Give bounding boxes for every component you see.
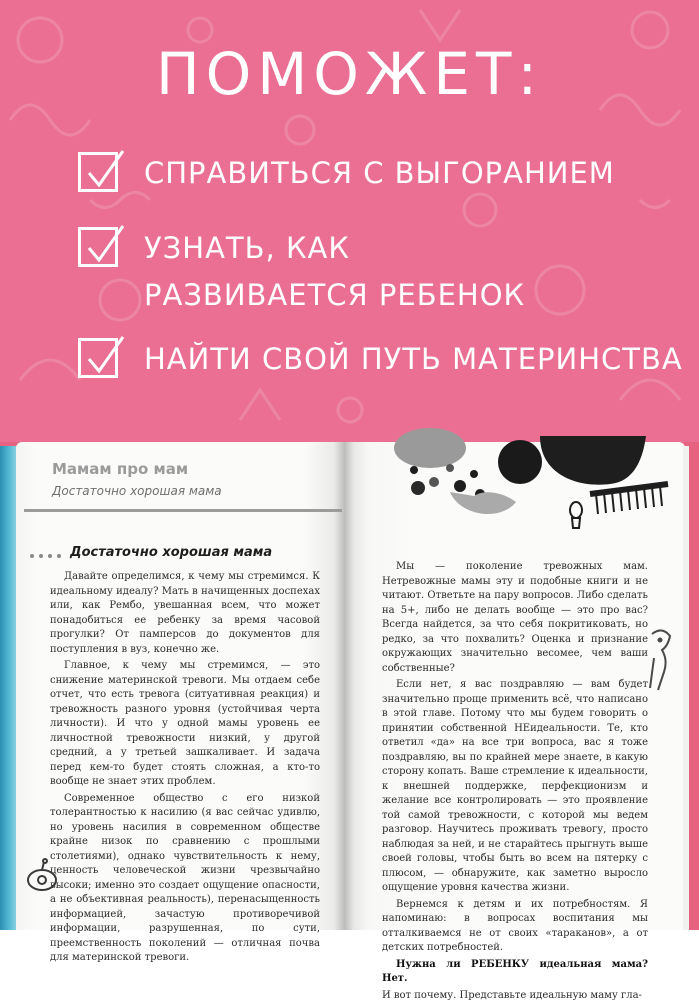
dog-doodle-icon xyxy=(646,628,676,694)
book-gutter xyxy=(334,442,354,930)
right-page-text xyxy=(382,560,648,1005)
paragraph: И вот почему. Представьте идеальную маму гла- xyxy=(382,989,642,1001)
paragraph: Главное, к чему мы стремимся, — это снижение материнской тревоги. Мы отдаем себе отчет, что есть тревога (ситуативная реакция) и тревожность разного уровня (устойчивая черта личности). И что у одной мамы уровень ее личностной тревожности низкий, у другой средний, а у третьей зашкаливает. И задача перед кем-то будет стоять сложная, а кто-то вообще не знает этих проблем. xyxy=(50,660,320,787)
pacifier-icon xyxy=(22,858,62,898)
bullet-dots-icon xyxy=(30,554,61,558)
checkbox-check-icon xyxy=(78,152,118,192)
checkbox-check-icon xyxy=(78,227,118,267)
paragraph: Современное общество с его низкой толерантностью к насилию (я вас сейчас удивлю, но уровень насилия в современном обществе крайне низок по сравнению с прошлыми столетиями), однако чувствительность к нему, ценность человеческой жизни чрезвычайно высоки; именно это создает ощущение опасности, а не объективная реальность), перенасыщенность информацией, зачастую противоречивой информации, разрушенная, по сути, преемственность поколений — отличная почва для материнской тревоги. xyxy=(50,792,320,963)
benefit-item xyxy=(78,336,684,383)
promo-banner xyxy=(0,0,699,442)
left-page-text xyxy=(50,570,320,968)
header-divider xyxy=(24,509,342,512)
chapter-title: Мамам про мам xyxy=(52,460,189,478)
section-title: Достаточно хорошая мама xyxy=(70,545,273,560)
benefit-label: СПРАВИТЬСЯ С ВЫГОРАНИЕМ xyxy=(144,156,615,190)
paragraph: Вернемся к детям и их потребностям. Я напоминаю: в вопросах воспитания мы отталкиваемся не от своих «тараканов», а от детских потребностей. xyxy=(382,898,648,953)
paragraph: Мы — поколение тревожных мам. Нетревожные мамы эту и подобные книги и не читают. Ответьте на пару вопросов. Либо сделать на 5+, либо не делать вообще — это про вас? Всегда найдется, за что себя покритиковать, но редко, за что похвалить? Оценка и признание окружающих значительно весомее, чем ваши собственные? xyxy=(382,561,648,674)
chapter-subtitle: Достаточно хорошая мама xyxy=(52,484,222,498)
abstract-decoration-icon xyxy=(390,436,680,536)
paragraph: Давайте определимся, к чему мы стремимся. К идеальному идеалу? Мать в начищенных доспехах или, как Рембо, увешанная всем, что может понадобиться ее ребенку за время часовой прогулки? От памперсов до документов для поступления в вуз, конечно же. xyxy=(50,571,320,655)
headline: ПОМОЖЕТ: xyxy=(155,40,544,108)
benefit-label: НАЙТИ СВОЙ ПУТЬ МАТЕРИНСТВА xyxy=(144,342,683,376)
benefit-item xyxy=(78,150,684,197)
bold-question: Нужна ли РЕБЕНКУ идеальная мама? Нет. xyxy=(382,958,648,984)
benefit-label: УЗНАТЬ, КАК РАЗВИВАЕТСЯ РЕБЕНОК xyxy=(144,231,526,312)
paragraph: Если нет, я вас поздравляю — вам будет значительно проще применить всё, что написано в этой главе. Потому что мы будем говорить о принятии собственной НЕидеальности. Те, кто ответил «да» на все три вопроса, вас я тоже поздравляю, вы по крайней мере знаете, в какую сторону копать. Ваше стремление к идеальности, к внешней поддержке, перфекционизм и желание все контролировать — это проявление той самой тревожности, с которой мы ведем разговор. Научитесь проживать тревогу, просто наблюдая за ней, и не старайтесь прыгнуть выше своей головы, чтобы быть во всем на пятерку с плюсом, — обнаружите, как заметно выросло ощущение уровня качества жизни. xyxy=(382,679,648,893)
page-edge xyxy=(683,446,689,930)
checkbox-check-icon xyxy=(78,338,118,378)
benefit-item xyxy=(78,225,564,319)
